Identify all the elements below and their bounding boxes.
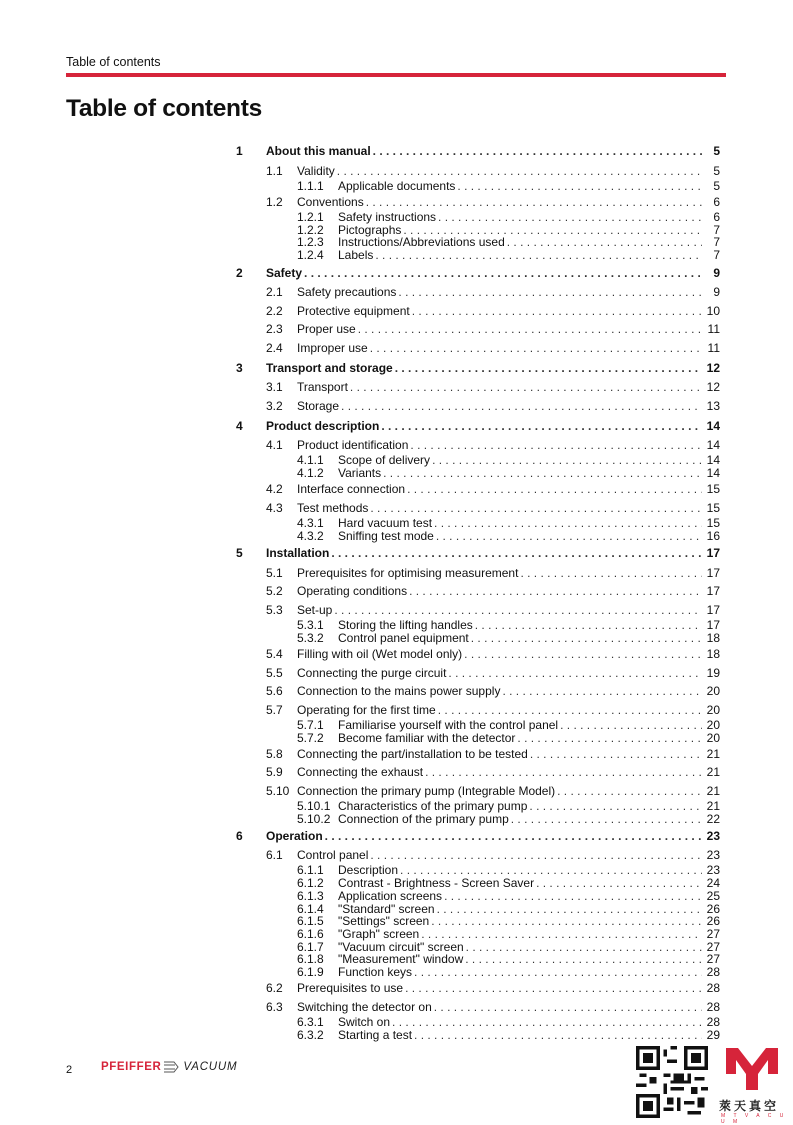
toc-entry-number: 3.2 xyxy=(266,399,283,413)
toc-entry-title: Operation xyxy=(266,829,323,843)
toc-entry[interactable] xyxy=(236,747,720,761)
toc-entry-page: 5 xyxy=(713,164,720,178)
toc-entry[interactable] xyxy=(236,666,720,680)
toc-entry-title: Switching the detector on xyxy=(297,1000,432,1014)
toc-leader-dots xyxy=(341,399,702,413)
toc-leader-dots xyxy=(383,467,702,480)
toc-entry-title: Validity xyxy=(297,164,335,178)
toc-leader-dots xyxy=(529,800,702,813)
toc-entry-title: Become familiar with the detector xyxy=(338,731,516,745)
toc-leader-dots xyxy=(337,164,702,178)
toc-entry-number: 4.1.1 xyxy=(297,453,324,467)
toc-entry[interactable] xyxy=(236,266,720,280)
toc-entry-number: 2.4 xyxy=(266,341,283,355)
toc-entry[interactable] xyxy=(236,285,720,299)
toc-entry-page: 26 xyxy=(706,902,720,916)
toc-entry-number: 6.1.8 xyxy=(297,952,324,966)
toc-entry-title: Switch on xyxy=(338,1015,391,1029)
toc-entry-title: Connecting the purge circuit xyxy=(297,666,447,680)
toc-leader-dots xyxy=(517,732,702,745)
toc-entry-number: 4.1 xyxy=(266,438,283,452)
toc-leader-dots xyxy=(448,666,702,680)
toc-leader-dots xyxy=(560,719,702,732)
toc-entry[interactable] xyxy=(236,438,720,452)
toc-leader-dots xyxy=(502,684,702,698)
toc-entry[interactable] xyxy=(236,966,720,979)
toc-leader-dots xyxy=(414,966,702,979)
toc-entry-title: Applicable documents xyxy=(338,179,456,193)
toc-entry-page: 16 xyxy=(706,529,720,543)
toc-entry-title: Set-up xyxy=(297,603,333,617)
toc-entry-number: 1.2.3 xyxy=(297,235,324,249)
toc-entry-number: 1.2.1 xyxy=(297,210,324,224)
toc-entry-number: 2 xyxy=(236,266,243,280)
toc-entry-number: 1 xyxy=(236,144,243,158)
toc-entry-page: 6 xyxy=(713,210,720,224)
toc-entry[interactable] xyxy=(236,361,720,375)
toc-leader-dots xyxy=(438,703,702,717)
toc-entry-page: 20 xyxy=(706,703,720,717)
toc-leader-dots xyxy=(370,848,702,862)
toc-entry-title: Description xyxy=(338,863,399,877)
toc-entry-title: Filling with oil (Wet model only) xyxy=(297,647,463,661)
toc-entry-page: 26 xyxy=(706,914,720,928)
toc-entry-number: 5.7.2 xyxy=(297,731,324,745)
toc-leader-dots xyxy=(409,584,702,598)
toc-entry-page: 11 xyxy=(707,341,720,355)
toc-entry-number: 1.1 xyxy=(266,164,283,178)
toc-entry[interactable] xyxy=(236,632,720,645)
toc-entry-title: Connecting the exhaust xyxy=(297,765,424,779)
toc-entry-title: Function keys xyxy=(338,965,413,979)
toc-entry-page: 12 xyxy=(706,361,720,375)
toc-entry-title: Sniffing test mode xyxy=(338,529,434,543)
toc-entry-title: Instructions/Abbreviations used xyxy=(338,235,505,249)
toc-entry-number: 5.6 xyxy=(266,684,283,698)
toc-entry[interactable] xyxy=(236,981,720,995)
toc-entry-number: 5.1 xyxy=(266,566,283,580)
toc-leader-dots xyxy=(434,1000,702,1014)
toc-entry-title: Connection the primary pump (Integrable Model) xyxy=(297,784,556,798)
toc-leader-dots xyxy=(304,266,702,280)
toc-entry-number: 5 xyxy=(236,546,243,560)
toc-entry-page: 10 xyxy=(706,304,720,318)
toc-entry-page: 22 xyxy=(706,812,720,826)
toc-entry-page: 23 xyxy=(706,829,720,843)
toc-entry-title: Hard vacuum test xyxy=(338,516,433,530)
toc-entry[interactable] xyxy=(236,848,720,862)
toc-entry-title: Storage xyxy=(297,399,340,413)
toc-entry-number: 6.1 xyxy=(266,848,283,862)
qr-code-icon xyxy=(636,1046,708,1118)
toc-entry-page: 25 xyxy=(706,889,720,903)
toc-leader-dots xyxy=(370,501,702,515)
toc-entry-page: 27 xyxy=(706,940,720,954)
toc-entry-page: 17 xyxy=(706,603,720,617)
toc-leader-dots xyxy=(464,647,702,661)
toc-entry-page: 17 xyxy=(706,618,720,632)
toc-entry-title: "Graph" screen xyxy=(338,927,420,941)
toc-entry[interactable] xyxy=(236,603,720,617)
toc-entry-number: 6.2 xyxy=(266,981,283,995)
toc-entry-page: 9 xyxy=(713,266,720,280)
toc-entry-page: 21 xyxy=(706,784,720,798)
toc-entry-page: 14 xyxy=(706,438,720,452)
toc-leader-dots xyxy=(444,890,702,903)
toc-entry-title: "Settings" screen xyxy=(338,914,430,928)
toc-entry-page: 21 xyxy=(706,765,720,779)
toc-entry[interactable] xyxy=(236,732,720,745)
toc-entry[interactable] xyxy=(236,164,720,178)
toc-entry-title: Proper use xyxy=(297,322,356,336)
toc-entry-page: 17 xyxy=(706,566,720,580)
toc-entry-title: Variants xyxy=(338,466,382,480)
toc-entry-number: 5.10.1 xyxy=(297,799,331,813)
toc-entry-page: 9 xyxy=(713,285,720,299)
toc-entry-number: 1.1.1 xyxy=(297,179,324,193)
toc-entry-number: 1.2 xyxy=(266,195,283,209)
toc-entry-page: 15 xyxy=(706,516,720,530)
toc-entry[interactable] xyxy=(236,765,720,779)
toc-entry-title: Prerequisites for optimising measurement xyxy=(297,566,519,580)
toc-entry-title: Product identification xyxy=(297,438,409,452)
toc-entry-title: Contrast - Brightness - Screen Saver xyxy=(338,876,535,890)
toc-entry-number: 4.3.1 xyxy=(297,516,324,530)
toc-entry-page: 7 xyxy=(713,235,720,249)
toc-entry-number: 3.1 xyxy=(266,380,283,394)
toc-entry-page: 5 xyxy=(713,179,720,193)
toc-entry-title: Characteristics of the primary pump xyxy=(338,799,528,813)
toc-entry[interactable] xyxy=(236,322,720,336)
toc-entry-number: 5.7 xyxy=(266,703,283,717)
toc-entry[interactable] xyxy=(236,249,720,262)
brand-name: PFEIFFER xyxy=(101,1061,162,1073)
toc-entry-number: 2.2 xyxy=(266,304,283,318)
toc-entry-title: Operating conditions xyxy=(297,584,408,598)
toc-leader-dots xyxy=(432,454,702,467)
toc-entry-page: 29 xyxy=(706,1028,720,1042)
toc-entry[interactable] xyxy=(236,501,720,515)
brand-suffix: VACUUM xyxy=(183,1061,238,1073)
toc-entry-number: 5.10.2 xyxy=(297,812,331,826)
toc-entry-title: Labels xyxy=(338,248,374,262)
toc-leader-dots xyxy=(407,482,702,496)
toc-entry-title: Connection to the mains power supply xyxy=(297,684,501,698)
toc-entry-number: 4.2 xyxy=(266,482,283,496)
toc-entry-title: Pictographs xyxy=(338,223,402,237)
toc-leader-dots xyxy=(334,603,702,617)
toc-entry[interactable] xyxy=(236,482,720,496)
toc-leader-dots xyxy=(392,1016,702,1029)
toc-entry-title: Transport xyxy=(297,380,348,394)
toc-entry-page: 18 xyxy=(706,647,720,661)
toc-leader-dots xyxy=(530,747,702,761)
toc-leader-dots xyxy=(358,322,702,336)
toc-entry[interactable] xyxy=(236,566,720,580)
toc-entry-page: 20 xyxy=(706,684,720,698)
toc-entry-title: Conventions xyxy=(297,195,364,209)
toc-entry[interactable] xyxy=(236,829,720,843)
toc-entry-title: Control panel equipment xyxy=(338,631,469,645)
toc-entry-number: 4.3 xyxy=(266,501,283,515)
toc-entry-title: Test methods xyxy=(297,501,369,515)
toc-leader-dots xyxy=(370,341,702,355)
toc-leader-dots xyxy=(331,546,702,560)
toc-entry-title: Scope of delivery xyxy=(338,453,431,467)
toc-entry[interactable] xyxy=(236,1029,720,1042)
toc-entry[interactable] xyxy=(236,546,720,560)
toc-entry-page: 12 xyxy=(706,380,720,394)
toc-entry-page: 17 xyxy=(706,584,720,598)
toc-entry-title: Operating for the first time xyxy=(297,703,436,717)
toc-entry-number: 5.3 xyxy=(266,603,283,617)
toc-entry-page: 13 xyxy=(706,399,720,413)
toc-entry-title: Connection of the primary pump xyxy=(338,812,509,826)
toc-entry-number: 5.3.1 xyxy=(297,618,324,632)
toc-leader-dots xyxy=(520,566,702,580)
toc-entry[interactable] xyxy=(236,1000,720,1014)
toc-leader-dots xyxy=(436,530,702,543)
toc-entry-page: 27 xyxy=(706,952,720,966)
toc-entry-page: 15 xyxy=(706,482,720,496)
toc-entry-number: 6.1.9 xyxy=(297,965,324,979)
toc-leader-dots xyxy=(457,180,702,193)
toc-entry-page: 28 xyxy=(706,1000,720,1014)
toc-entry-page: 15 xyxy=(706,501,720,515)
toc-leader-dots xyxy=(412,304,702,318)
toc-entry-number: 5.10 xyxy=(266,784,290,798)
toc-entry-number: 6.3 xyxy=(266,1000,283,1014)
toc-leader-dots xyxy=(507,236,702,249)
toc-entry[interactable] xyxy=(236,304,720,318)
toc-entry-number: 6.1.4 xyxy=(297,902,324,916)
toc-entry-title: Safety instructions xyxy=(338,210,437,224)
toc-leader-dots xyxy=(398,285,702,299)
pfeiffer-vacuum-logo xyxy=(101,1061,237,1073)
toc-entry-number: 6.1.7 xyxy=(297,940,324,954)
toc-entry-number: 5.8 xyxy=(266,747,283,761)
toc-entry-title: Application screens xyxy=(338,889,443,903)
toc-entry[interactable] xyxy=(236,144,720,158)
toc-leader-dots xyxy=(381,419,702,433)
toc-entry-page: 14 xyxy=(706,453,720,467)
toc-entry[interactable] xyxy=(236,647,720,661)
toc-entry-page: 5 xyxy=(713,144,720,158)
toc-entry[interactable] xyxy=(236,684,720,698)
toc-entry-title: Installation xyxy=(266,546,330,560)
toc-entry-title: Control panel xyxy=(297,848,369,862)
toc-leader-dots xyxy=(425,765,702,779)
toc-entry-number: 6.3.2 xyxy=(297,1028,324,1042)
toc-leader-dots xyxy=(511,813,702,826)
toc-leader-dots xyxy=(557,784,702,798)
toc-entry-title: Safety precautions xyxy=(297,285,397,299)
toc-leader-dots xyxy=(414,1029,702,1042)
toc-entry[interactable] xyxy=(236,584,720,598)
toc-entry-number: 5.3.2 xyxy=(297,631,324,645)
toc-entry-page: 20 xyxy=(706,731,720,745)
toc-entry-title: Interface connection xyxy=(297,482,406,496)
toc-entry-title: Familiarise yourself with the control panel xyxy=(338,718,559,732)
watermark-sub: M T V A C U U M xyxy=(721,1113,787,1125)
toc-entry-number: 6 xyxy=(236,829,243,843)
toc-entry-page: 18 xyxy=(706,631,720,645)
toc-entry-number: 6.3.1 xyxy=(297,1015,324,1029)
toc-leader-dots xyxy=(434,517,702,530)
toc-entry-number: 6.1.5 xyxy=(297,914,324,928)
toc-entry-title: Storing the lifting handles xyxy=(338,618,473,632)
toc-entry-title: Product description xyxy=(266,419,380,433)
toc-leader-dots xyxy=(350,380,702,394)
toc-entry-number: 4.3.2 xyxy=(297,529,324,543)
toc-entry-page: 19 xyxy=(706,666,720,680)
toc-entry[interactable] xyxy=(236,341,720,355)
toc-entry-title: Prerequisites to use xyxy=(297,981,404,995)
page-number: 2 xyxy=(66,1064,73,1076)
toc-leader-dots xyxy=(366,195,702,209)
toc-entry-page: 7 xyxy=(713,223,720,237)
toc-entry[interactable] xyxy=(236,380,720,394)
toc-leader-dots xyxy=(410,438,702,452)
toc-entry-number: 3 xyxy=(236,361,243,375)
watermark-caption: 萊天真空 xyxy=(719,1099,780,1113)
toc-entry-number: 1.2.2 xyxy=(297,223,324,237)
toc-entry-number: 6.1.2 xyxy=(297,876,324,890)
toc-entry[interactable] xyxy=(236,180,720,193)
toc-entry-page: 28 xyxy=(706,965,720,979)
toc-entry-title: Improper use xyxy=(297,341,368,355)
toc-entry-page: 21 xyxy=(706,747,720,761)
toc-entry-page: 14 xyxy=(706,419,720,433)
toc-entry-page: 27 xyxy=(706,927,720,941)
toc-entry[interactable] xyxy=(236,399,720,413)
toc-entry[interactable] xyxy=(236,195,720,209)
toc-entry-page: 23 xyxy=(706,848,720,862)
toc-leader-dots xyxy=(475,619,702,632)
toc-leader-dots xyxy=(373,144,702,158)
toc-leader-dots xyxy=(536,877,702,890)
toc-entry-title: Transport and storage xyxy=(266,361,393,375)
toc-entry-number: 2.1 xyxy=(266,285,283,299)
toc-entry-page: 7 xyxy=(713,248,720,262)
toc-entry-title: Starting a test xyxy=(338,1028,413,1042)
toc-leader-dots xyxy=(325,829,702,843)
toc-entry[interactable] xyxy=(236,784,720,798)
toc-entry-number: 5.5 xyxy=(266,666,283,680)
toc-entry-number: 4 xyxy=(236,419,243,433)
toc-entry-page: 14 xyxy=(706,466,720,480)
toc-entry-number: 5.9 xyxy=(266,765,283,779)
toc-entry-number: 5.4 xyxy=(266,647,283,661)
toc-entry[interactable] xyxy=(236,813,720,826)
toc-entry-number: 6.1.1 xyxy=(297,863,324,877)
toc-entry-title: Connecting the part/installation to be tested xyxy=(297,747,528,761)
page-title: Table of contents xyxy=(66,95,262,122)
logo-lines-icon xyxy=(164,1061,180,1073)
toc-entry-title: "Vacuum circuit" screen xyxy=(338,940,464,954)
toc-entry-title: Safety xyxy=(266,266,303,280)
toc-leader-dots xyxy=(438,211,702,224)
toc-entry-title: About this manual xyxy=(266,144,371,158)
toc-entry[interactable] xyxy=(236,703,720,717)
toc-entry-number: 2.3 xyxy=(266,322,283,336)
toc-entry-page: 28 xyxy=(706,981,720,995)
toc-entry-page: 11 xyxy=(707,322,720,336)
toc-leader-dots xyxy=(431,915,702,928)
toc-entry-page: 23 xyxy=(706,863,720,877)
toc-leader-dots xyxy=(465,953,702,966)
toc-entry-title: Protective equipment xyxy=(297,304,410,318)
toc-entry-title: "Measurement" window xyxy=(338,952,464,966)
toc-entry-number: 5.2 xyxy=(266,584,283,598)
toc-leader-dots xyxy=(395,361,702,375)
toc-leader-dots xyxy=(471,632,702,645)
toc-entry-page: 21 xyxy=(706,799,720,813)
toc-entry-page: 17 xyxy=(706,546,720,560)
toc-entry-page: 6 xyxy=(713,195,720,209)
toc-entry[interactable] xyxy=(236,530,720,543)
toc-entry-number: 4.1.2 xyxy=(297,466,324,480)
toc-entry[interactable] xyxy=(236,419,720,433)
toc-entry-title: "Standard" screen xyxy=(338,902,435,916)
toc-entry-number: 6.1.3 xyxy=(297,889,324,903)
running-header: Table of contents xyxy=(66,55,161,69)
toc-leader-dots xyxy=(375,249,702,262)
toc-entry-number: 6.1.6 xyxy=(297,927,324,941)
toc-entry-page: 28 xyxy=(706,1015,720,1029)
toc-leader-dots xyxy=(405,981,702,995)
toc-entry-number: 5.7.1 xyxy=(297,718,324,732)
toc-entry-page: 20 xyxy=(706,718,720,732)
toc-entry-number: 1.2.4 xyxy=(297,248,324,262)
toc-entry-page: 24 xyxy=(706,876,720,890)
toc-entry[interactable] xyxy=(236,467,720,480)
